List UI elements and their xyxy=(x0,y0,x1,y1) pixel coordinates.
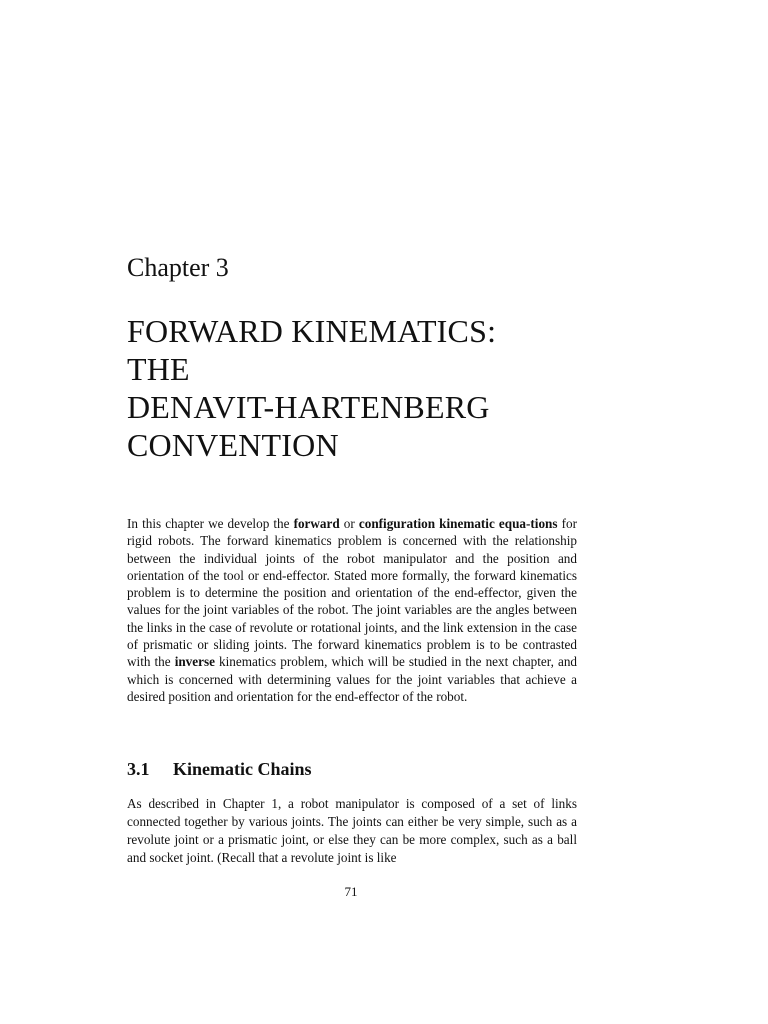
term-inverse: inverse xyxy=(174,654,215,670)
page-number: 71 xyxy=(344,884,358,899)
chapter-label: Chapter 3 xyxy=(127,253,229,282)
chapter-title-line: CONVENTION xyxy=(127,427,339,463)
intro-paragraph xyxy=(127,515,577,705)
chapter-title xyxy=(127,312,597,464)
intro-text: for rigid robots. The forward kinematics problem is concerned with the relationship between the individual joints of the robot manipulator and the position and orientation of the tool or end-effector. Stated more formally, the forward kinematics problem is to determine the position and orientation of the end-effector, given the values for the joint variables of the robot. The joint variables are the angles between the links in the case of revolute or rotational joints, and the link extension in the case of prismatic or sliding joints. The forward kinematics problem is to be contrasted with the xyxy=(127,516,577,670)
term-configuration-kinematic-equations: configuration kinematic equa-tions xyxy=(358,516,558,531)
intro-text: kinematics problem, which will be studied in the next chapter, and which is concerned with determining values for the joint variables that achieve a desired position and orientation for the end-effector of the robot. xyxy=(127,654,578,704)
intro-text: In this chapter we develop the xyxy=(127,516,294,531)
section-heading xyxy=(127,757,312,781)
term-forward: forward xyxy=(293,516,340,531)
chapter-title-line: THE xyxy=(127,351,190,387)
chapter-title-line: DENAVIT-HARTENBERG xyxy=(127,389,490,425)
chapter-title-line: FORWARD KINEMATICS: xyxy=(127,313,497,349)
intro-text: or xyxy=(339,516,359,531)
section-number: 3.1 xyxy=(127,759,150,779)
section-title: Kinematic Chains xyxy=(173,759,312,779)
section-paragraph: As described in Chapter 1, a robot manipulator is composed of a set of links connected together by various joints. The joints can either be very simple, such as a revolute joint or a prismatic joint, or else they can be more complex, such as a ball and socket joint. (Recall that a revolute joint is like xyxy=(127,796,577,865)
